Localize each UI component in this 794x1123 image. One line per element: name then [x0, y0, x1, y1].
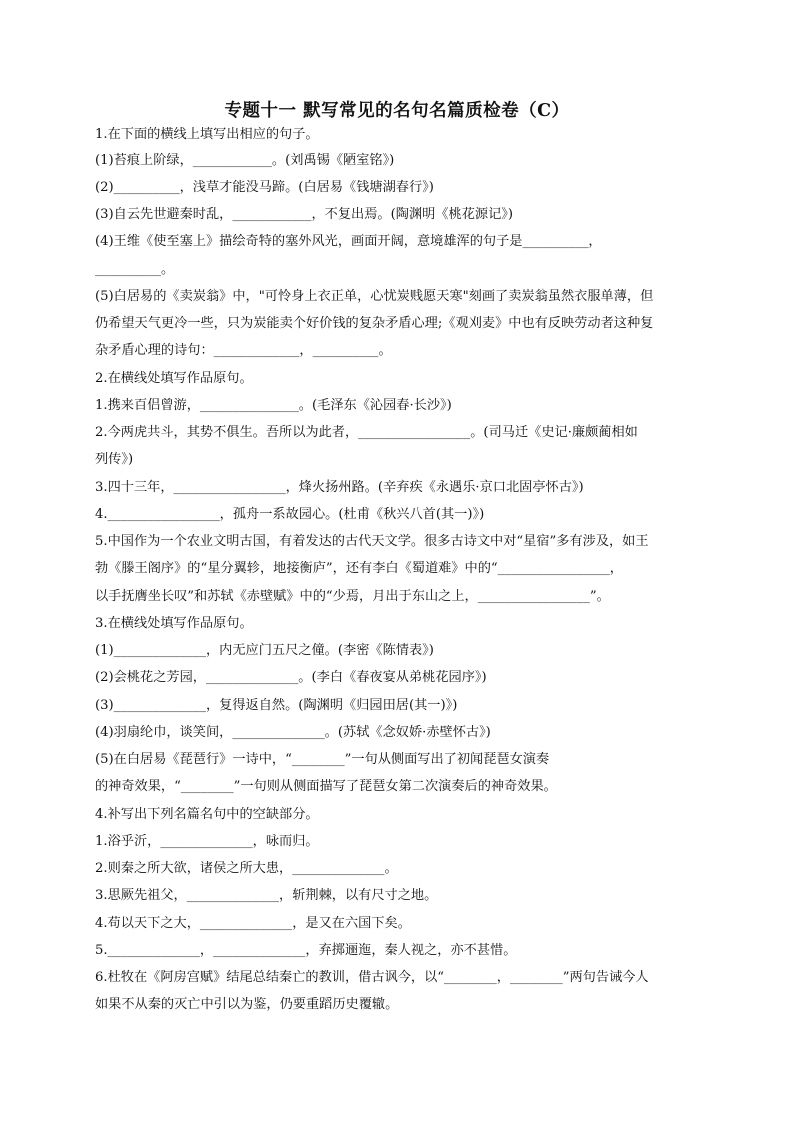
- page-title: 专题十一 默写常见的名句名篇质检卷（C）: [224, 101, 570, 121]
- question-line: 的神奇效果，“________”一句则从侧面描写了琵琶女第二次演奏后的神奇效果。: [95, 779, 557, 794]
- question-line: (2)__________，浅草才能没马蹄。(白居易《钱塘湖春行》): [95, 180, 434, 195]
- question-line: 4.补写出下列名篇名句中的空缺部分。: [95, 807, 319, 822]
- question-line: 2.今两虎共斗，其势不俱生。吾所以为此者，_________________。(司马迁《史记·廉颇蔺相如: [95, 425, 638, 440]
- question-line: 5.中国作为一个农业文明古国，有着发达的古代天文学。很多古诗文中对“星宿”多有涉及，如王: [95, 534, 649, 549]
- question-line: 勃《滕王阁序》的“星分翼轸，地接衡庐”，还有李白《蜀道难》中的“_________________，: [95, 561, 623, 576]
- question-line: 1.携来百侣曾游，_______________。(毛泽东《沁园春·长沙》): [95, 398, 452, 413]
- question-line: 1.浴乎沂，______________，咏而归。: [95, 834, 319, 849]
- question-line: (1)苔痕上阶绿，____________。(刘禹锡《陋室铭》): [95, 153, 395, 168]
- question-line: (4)羽扇纶巾，谈笑间，______________。(苏轼《念奴娇·赤壁怀古》): [95, 725, 491, 740]
- question-line: 杂矛盾心理的诗句：_____________，__________。: [95, 343, 392, 358]
- question-line: (5)在白居易《琵琶行》一诗中，“________”一句从侧面写出了初闻琵琶女演奏: [95, 752, 550, 767]
- question-line: (5)白居易的《卖炭翁》中，"可怜身上衣正单，心忧炭贱愿天寒"刻画了卖炭翁虽然衣服单薄，但: [95, 289, 654, 304]
- question-line: 1.在下面的横线上填写出相应的句子。: [95, 127, 319, 142]
- question-line: 2.在横线处填写作品原句。: [95, 371, 253, 386]
- question-line: __________。: [95, 262, 175, 277]
- question-line: 列传》): [95, 452, 134, 467]
- question-line: 4._________________，孤舟一系故园心。(杜甫《秋兴八首(其一)》): [95, 507, 485, 522]
- question-line: (3)______________，复得返自然。(陶渊明《归园田居(其一)》): [95, 698, 458, 713]
- question-line: 2.则秦之所大欲，诸侯之所大患，______________。: [95, 861, 398, 876]
- question-line: (4)王维《使至塞上》描绘奇特的塞外风光，画面开阔，意境雄浑的句子是__________，: [95, 234, 602, 249]
- question-line: 如果不从秦的灭亡中引以为鉴，仍要重蹈历史覆辙。: [95, 997, 399, 1012]
- question-line: 以手抚膺坐长叹”和苏轼《赤壁赋》中的“少焉，月出于东山之上，_________________”。: [95, 589, 610, 604]
- question-line: (2)会桃花之芳园，______________。(李白《春夜宴从弟桃花园序》): [95, 670, 487, 685]
- question-line: 5.______________，______________，弃掷逦迤，秦人视之，亦不甚惜。: [95, 943, 517, 958]
- question-line: 仍希望天气更冷一些，只为炭能卖个好价钱的复杂矛盾心理;《观刈麦》中也有反映劳动者这种复: [95, 316, 654, 331]
- question-line: 3.四十三年，_________________，烽火扬州路。(辛弃疾《永遇乐·京口北固亭怀古》): [95, 480, 584, 495]
- question-line: 4.苟以天下之大，______________，是又在六国下矣。: [95, 916, 411, 931]
- question-line: 3.在横线处填写作品原句。: [95, 616, 253, 631]
- question-line: 6.杜牧在《阿房宫赋》结尾总结秦亡的教训，借古讽今，以“________，________”两句告诫今人: [95, 970, 649, 985]
- question-line: 3.思厥先祖父，______________，斩荆棘，以有尺寸之地。: [95, 888, 438, 903]
- question-line: (3)自云先世避秦时乱，____________，不复出焉。(陶渊明《桃花源记》): [95, 207, 513, 222]
- question-line: (1)______________，内无应门五尺之僮。(李密《陈情表》): [95, 643, 434, 658]
